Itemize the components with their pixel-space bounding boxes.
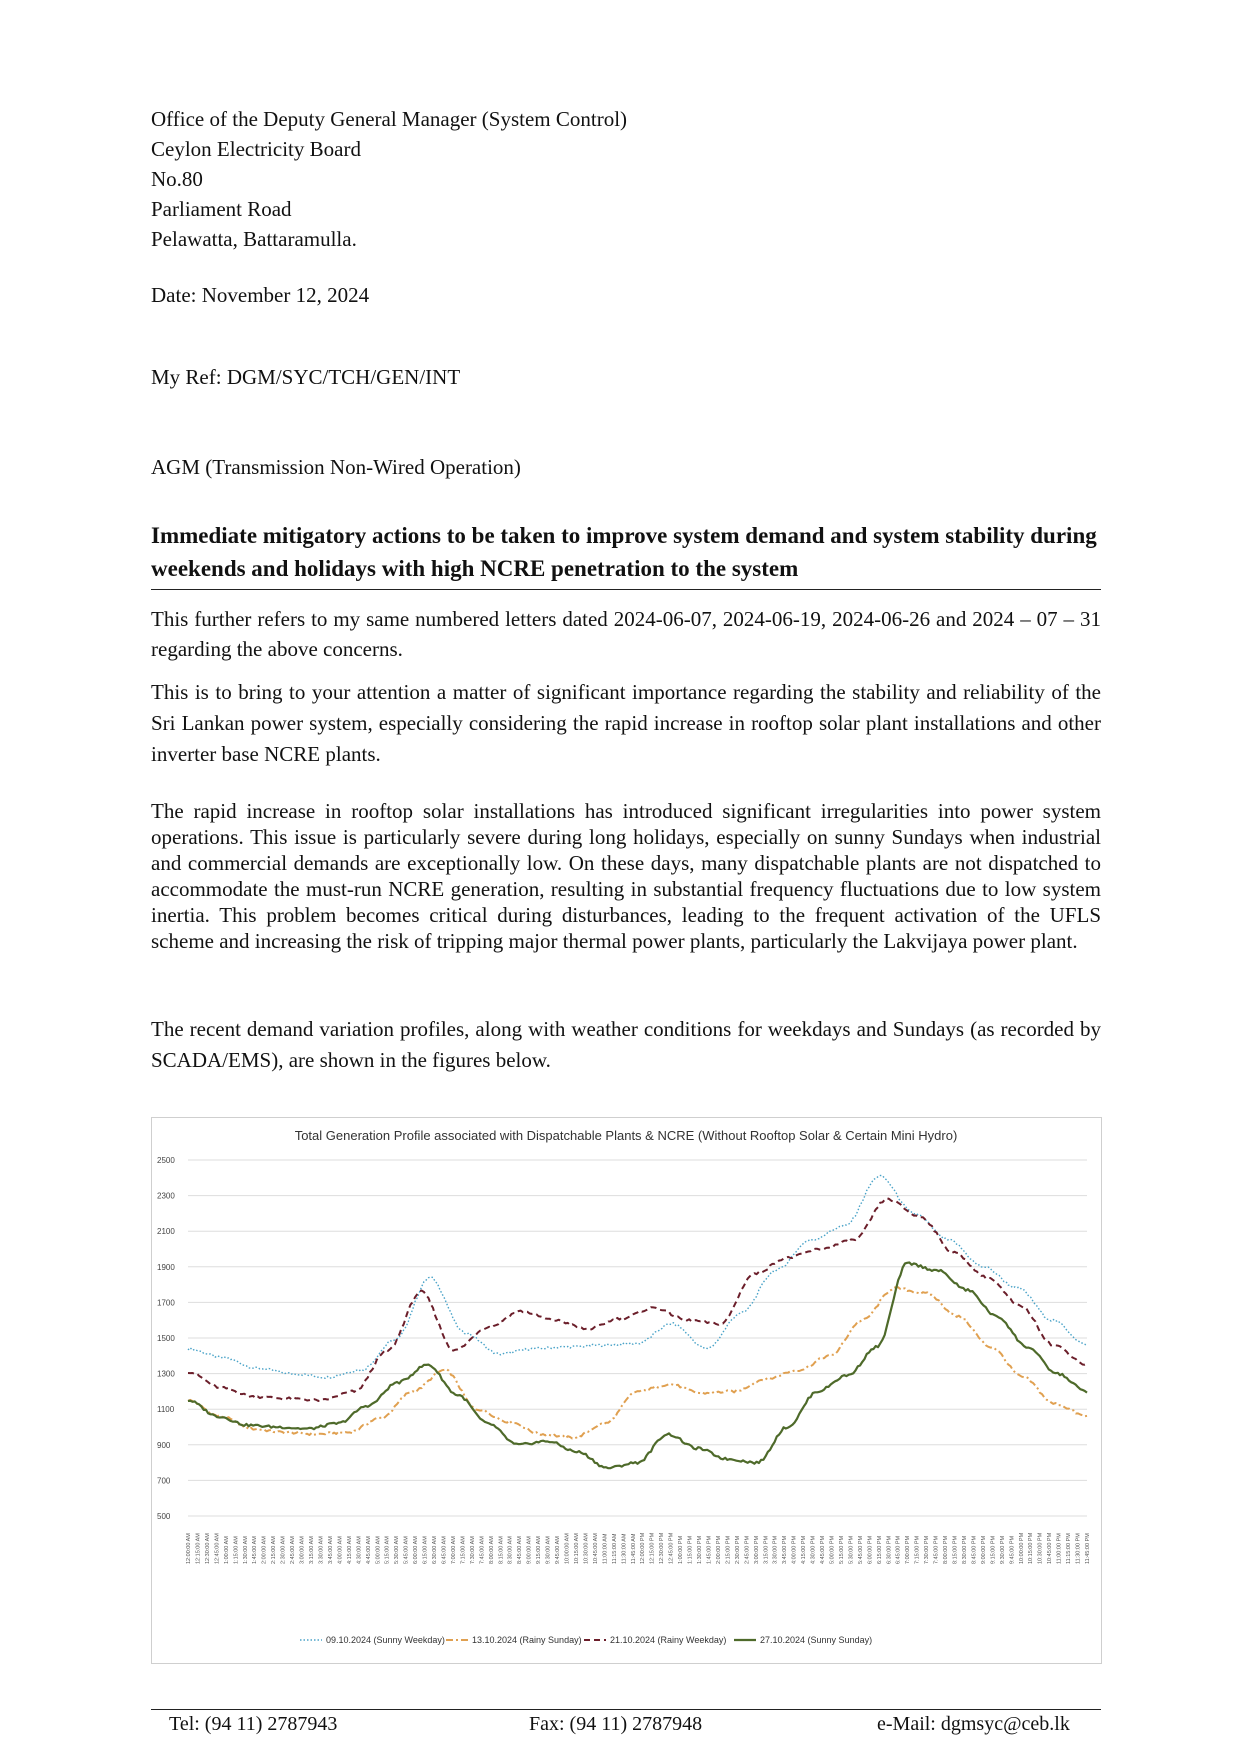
x-tick-label: 12:00:00 AM: [186, 1533, 192, 1564]
footer-telephone: Tel: (94 11) 2787943: [169, 1713, 338, 1735]
generation-profile-chart: [151, 1117, 1102, 1664]
series-line-0: [188, 1176, 1087, 1379]
x-tick-label: 12:15:00 PM: [649, 1532, 656, 1564]
x-tick-label: 8:00:00 AM: [488, 1536, 495, 1564]
x-tick-label: 10:30:00 AM: [583, 1533, 590, 1564]
x-tick-label: 2:15:00 PM: [725, 1535, 732, 1564]
x-tick-label: 8:00:00 PM: [943, 1535, 950, 1564]
footer-divider: [151, 1709, 1101, 1710]
x-tick-label: 3:00:00 PM: [753, 1535, 760, 1564]
y-tick-label-1300: 1300: [157, 1369, 175, 1379]
x-tick-label: 9:45:00 PM: [1009, 1535, 1016, 1564]
x-tick-label: 6:30:00 AM: [432, 1536, 439, 1564]
x-tick-label: 10:45:00 AM: [592, 1533, 599, 1564]
x-tick-label: 11:15:00 PM: [1066, 1533, 1073, 1564]
x-tick-label: 6:45:00 AM: [441, 1536, 448, 1564]
x-tick-label: 4:00:00 PM: [791, 1535, 798, 1564]
x-tick-label: 3:30:00 PM: [772, 1535, 779, 1564]
x-tick-label: 4:30:00 AM: [356, 1536, 363, 1564]
x-tick-label: 1:00:00 AM: [223, 1536, 230, 1564]
x-tick-label: 4:45:00 PM: [820, 1535, 827, 1564]
chart-canvas: [152, 1118, 1101, 1663]
x-tick-label: 4:15:00 AM: [346, 1536, 353, 1564]
x-tick-label: 1:45:00 PM: [706, 1535, 713, 1564]
x-tick-label: 3:00:00 AM: [299, 1536, 306, 1564]
x-tick-label: 1:15:00 AM: [233, 1536, 240, 1564]
legend-label-0: 09.10.2024 (Sunny Weekday): [326, 1635, 445, 1645]
letter-recipient: AGM (Transmission Non-Wired Operation): [151, 455, 521, 479]
x-tick-label: 1:00:00 PM: [678, 1535, 685, 1564]
x-tick-label: 5:30:00 PM: [848, 1535, 855, 1564]
x-tick-label: 8:30:00 AM: [507, 1536, 514, 1564]
x-tick-label: 5:45:00 PM: [857, 1535, 864, 1564]
paragraph-concern: This is to bring to your attention a matter of significant importance regarding the stability and reliability of the Sri Lankan power system, especially considering the rapid increase in rooftop solar plant installations and other inverter base NCRE plants.: [151, 680, 1101, 766]
legend-label-3: 27.10.2024 (Sunny Sunday): [760, 1635, 873, 1645]
y-tick-label-700: 700: [157, 1476, 171, 1486]
paragraph-figures-intro: The recent demand variation profiles, along with weather conditions for weekdays and Sundays (as recorded by SCADA/EMS), are shown in the figures below.: [151, 1017, 1101, 1072]
x-tick-label: 3:30:00 AM: [318, 1536, 325, 1564]
x-tick-label: 8:45:00 AM: [517, 1536, 524, 1564]
series-line-3: [188, 1263, 1087, 1469]
series-line-2: [188, 1198, 1087, 1401]
x-tick-label: 6:15:00 AM: [422, 1536, 429, 1564]
x-tick-label: 2:45:00 AM: [290, 1536, 297, 1564]
address-line-road: Parliament Road: [151, 197, 292, 221]
x-tick-label: 2:45:00 PM: [744, 1535, 751, 1564]
x-tick-label: 5:00:00 PM: [829, 1535, 836, 1564]
x-tick-label: 7:00:00 PM: [905, 1535, 912, 1564]
x-tick-label: 10:00:00 PM: [1018, 1532, 1025, 1564]
address-line-number: No.80: [151, 167, 203, 191]
x-tick-label: 1:30:00 PM: [697, 1535, 704, 1564]
x-tick-label: 10:45:00 PM: [1047, 1532, 1054, 1564]
y-tick-label-500: 500: [157, 1512, 171, 1521]
y-tick-label-1700: 1700: [157, 1298, 175, 1308]
chart-title: Total Generation Profile associated with Dispatchable Plants & NCRE (Without Rooftop Solar & Certain Mini Hydro): [294, 1128, 958, 1143]
x-tick-label: 11:30:00 PM: [1075, 1533, 1082, 1564]
x-tick-label: 6:00:00 AM: [413, 1536, 420, 1564]
x-tick-label: 5:15:00 AM: [384, 1536, 391, 1564]
x-tick-label: 10:30:00 PM: [1037, 1532, 1044, 1564]
y-tick-label-900: 900: [157, 1440, 171, 1450]
x-tick-label: 7:45:00 AM: [479, 1536, 486, 1564]
x-tick-label: 9:30:00 AM: [545, 1536, 552, 1564]
x-tick-label: 10:15:00 AM: [573, 1533, 580, 1564]
legend-label-2: 21.10.2024 (Rainy Weekday): [610, 1635, 727, 1645]
x-tick-label: 7:30:00 PM: [924, 1535, 931, 1564]
x-tick-label: 9:00:00 AM: [526, 1536, 533, 1564]
x-tick-label: 12:30:00 PM: [659, 1532, 666, 1564]
x-tick-label: 9:15:00 PM: [990, 1535, 997, 1564]
x-tick-label: 11:00:00 PM: [1056, 1533, 1063, 1564]
x-tick-label: 6:45:00 PM: [895, 1535, 902, 1564]
x-tick-label: 11:45:00 AM: [630, 1533, 637, 1564]
y-tick-label-1100: 1100: [157, 1405, 175, 1415]
y-tick-label-1500: 1500: [157, 1334, 175, 1343]
x-tick-label: 11:15:00 AM: [611, 1533, 618, 1564]
x-tick-label: 2:30:00 AM: [280, 1536, 287, 1564]
paragraph-reference: This further refers to my same numbered letters dated 2024-06-07, 2024-06-19, 2024-06-26 and 2024 – 07 – 31 regarding the above concerns.: [151, 607, 1101, 661]
x-tick-label: 11:30:00 AM: [621, 1533, 628, 1564]
address-line-city: Pelawatta, Battaramulla.: [151, 227, 357, 251]
x-tick-label: 6:15:00 PM: [876, 1535, 883, 1564]
x-tick-label: 2:30:00 PM: [734, 1535, 741, 1564]
x-tick-label: 2:15:00 AM: [271, 1536, 278, 1564]
x-tick-label: 10:15:00 PM: [1028, 1532, 1035, 1564]
x-tick-label: 5:45:00 AM: [403, 1536, 410, 1564]
x-tick-label: 7:15:00 AM: [460, 1536, 467, 1564]
x-tick-label: 5:30:00 AM: [394, 1536, 401, 1564]
y-tick-label-1900: 1900: [157, 1262, 175, 1272]
x-tick-label: 11:45:00 PM: [1085, 1533, 1091, 1564]
x-tick-label: 9:15:00 AM: [536, 1536, 543, 1564]
address-line-organization: Ceylon Electricity Board: [151, 137, 361, 161]
x-tick-label: 11:00:00 AM: [602, 1533, 609, 1564]
x-tick-label: 9:00:00 PM: [980, 1535, 987, 1564]
letter-subject: Immediate mitigatory actions to be taken to improve system demand and system stability during weekends and holidays with high NCRE penetration to the system: [151, 523, 1097, 581]
x-tick-label: 4:00:00 AM: [337, 1536, 344, 1564]
x-tick-label: 7:00:00 AM: [450, 1536, 457, 1564]
address-line-office: Office of the Deputy General Manager (System Control): [151, 107, 628, 131]
x-tick-label: 2:00:00 AM: [261, 1536, 268, 1564]
series-line-1: [188, 1287, 1087, 1438]
y-tick-label-2500: 2500: [157, 1156, 175, 1165]
x-tick-label: 1:45:00 AM: [252, 1536, 259, 1564]
paragraph-problem: The rapid increase in rooftop solar installations has introduced significant irregularities into power system operations. This issue is particularly severe during long holidays, especially on sunny Sundays when industrial and commercial demands are exceptionally low. On these days, many dispatchable plants are not dispatched to accommodate the must-run NCRE generation, resulting in substantial frequency fluctuations due to low system inertia. This problem becomes critical during disturbances, leading to the frequent activation of the UFLS scheme and increasing the risk of tripping major thermal power plants, particularly the Lakvijaya power plant.: [151, 799, 1101, 953]
x-tick-label: 8:30:00 PM: [961, 1535, 968, 1564]
x-tick-label: 7:30:00 AM: [469, 1536, 476, 1564]
x-tick-label: 5:15:00 PM: [838, 1535, 845, 1564]
x-tick-label: 5:00:00 AM: [375, 1536, 382, 1564]
x-tick-label: 6:30:00 PM: [886, 1535, 893, 1564]
sender-address: [151, 104, 627, 254]
x-tick-label: 6:00:00 PM: [867, 1535, 874, 1564]
x-tick-label: 8:15:00 PM: [952, 1535, 959, 1564]
x-tick-label: 12:15:00 AM: [195, 1533, 202, 1564]
x-tick-label: 12:45:00 PM: [668, 1532, 675, 1564]
x-tick-label: 1:15:00 PM: [687, 1535, 694, 1564]
footer-email: e-Mail: dgmsyc@ceb.lk: [877, 1713, 1070, 1735]
x-tick-label: 7:15:00 PM: [914, 1535, 921, 1564]
y-tick-label-2300: 2300: [157, 1191, 175, 1201]
x-tick-label: 10:00:00 AM: [564, 1533, 571, 1564]
x-tick-label: 4:15:00 PM: [801, 1535, 808, 1564]
x-tick-label: 3:45:00 PM: [782, 1535, 789, 1564]
legend-label-1: 13.10.2024 (Rainy Sunday): [472, 1635, 582, 1645]
footer-fax: Fax: (94 11) 2787948: [529, 1713, 703, 1735]
x-tick-label: 2:00:00 PM: [715, 1535, 722, 1564]
x-tick-label: 9:45:00 AM: [555, 1536, 562, 1564]
letter-date: Date: November 12, 2024: [151, 283, 370, 307]
x-tick-label: 4:45:00 AM: [365, 1536, 372, 1564]
x-tick-label: 1:30:00 AM: [242, 1536, 249, 1564]
x-tick-label: 12:30:00 AM: [204, 1533, 211, 1564]
x-tick-label: 3:15:00 PM: [763, 1535, 770, 1564]
letter-reference: My Ref: DGM/SYC/TCH/GEN/INT: [151, 365, 461, 389]
x-tick-label: 3:15:00 AM: [309, 1536, 316, 1564]
x-tick-label: 3:45:00 AM: [327, 1536, 334, 1564]
x-tick-label: 8:45:00 PM: [971, 1535, 978, 1564]
subject-divider: [151, 589, 1101, 590]
x-tick-label: 9:30:00 PM: [999, 1535, 1006, 1564]
x-tick-label: 12:45:00 AM: [214, 1533, 221, 1564]
y-tick-label-2100: 2100: [157, 1227, 175, 1237]
x-tick-label: 7:45:00 PM: [933, 1535, 940, 1564]
x-tick-label: 4:30:00 PM: [810, 1535, 817, 1564]
x-tick-label: 12:00:00 PM: [640, 1532, 647, 1564]
x-tick-label: 8:15:00 AM: [498, 1536, 505, 1564]
